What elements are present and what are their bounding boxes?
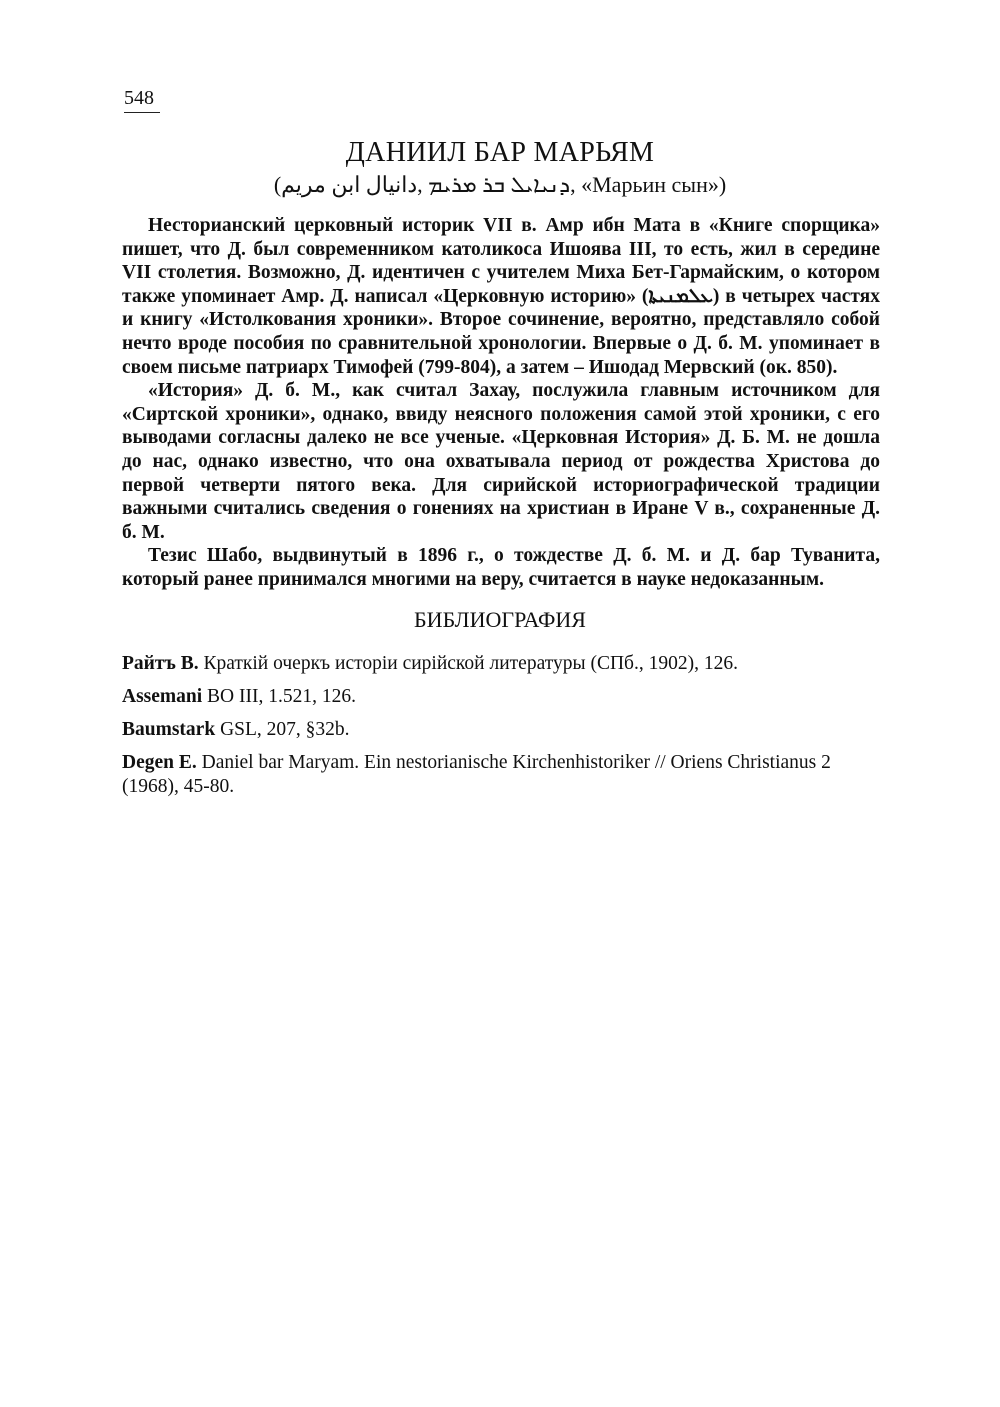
- entry-title: ДАНИИЛ БАР МАРЬЯМ: [345, 137, 655, 168]
- page-number: 548: [124, 86, 160, 113]
- bibliography-text: Daniel bar Maryam. Ein nestorianische Kirchenhistoriker // Oriens Christianus 2 (1968), 45-80.: [122, 752, 831, 797]
- bibliography-text: Краткій очеркъ исторіи сирійской литературы (СПб., 1902), 126.: [198, 653, 738, 674]
- entry-subtitle: (ܕܢܝܐܝܠ ܒܪ ܡܪܝܡ ,دانيال ابن مريم, «Марьин сын»): [273, 172, 727, 197]
- entry-body: [122, 214, 880, 592]
- bibliography-author: Degen E.: [122, 752, 197, 774]
- body-paragraph: Несторианский церковный историк VII в. Амр ибн Мата в «Книге спорщика» пишет, что Д. был современником католикоса Ишоява III, то есть, жил в середине VII столетия. Возможно, Д. идентичен с учителем Миха Бет-Гармайским, о котором также упоминает Амр. Д. написал «Церковную историю» (ܥܠܡܢܝܬܐ) в четырех частях и книгу «Истолкования хроники». Второе сочинение, вероятно, представляло собой нечто вроде пособия по сравнительной хронологии. Впервые о Д. б. М. упоминает в своем письме патриарх Тимофей (799-804), а затем – Ишодад Мервский (ок. 850).: [122, 215, 880, 378]
- bibliography-item: [122, 685, 880, 709]
- bibliography-author: Assemani: [122, 686, 203, 708]
- bibliography-text: GSL, 207, §32b.: [215, 719, 350, 741]
- body-paragraph: «История» Д. б. М., как считал Захау, послужила главным источником для «Сиртской хроники», однако, ввиду неясного положения самой этой хроники, с его выводами согласны далеко не все ученые. «Церковная История» Д. Б. М. не дошла до нас, однако известно, что она охватывала период от рождества Христова до первой четверти пятого века. Для сирийской историографической традиции важными считались сведения о гонениях на христиан в Иране V в., сохраненные Д. б. М.: [122, 380, 880, 543]
- bibliography-text: BO III, 1.521, 126.: [202, 686, 356, 708]
- bibliography-item: [122, 718, 880, 742]
- bibliography-item: [122, 751, 880, 798]
- bibliography-heading: БИБЛИОГРАФИЯ: [414, 607, 586, 632]
- bibliography-author: Райтъ В.: [122, 653, 199, 674]
- body-paragraph: Тезис Шабо, выдвинутый в 1896 г., о тождестве Д. б. М. и Д. бар Туванита, который ранее принимался многими на веру, считается в науке недоказанным.: [122, 545, 880, 590]
- bibliography-author: Baumstark: [122, 719, 216, 741]
- bibliography-item: [122, 652, 880, 676]
- bibliography-list: [122, 652, 880, 808]
